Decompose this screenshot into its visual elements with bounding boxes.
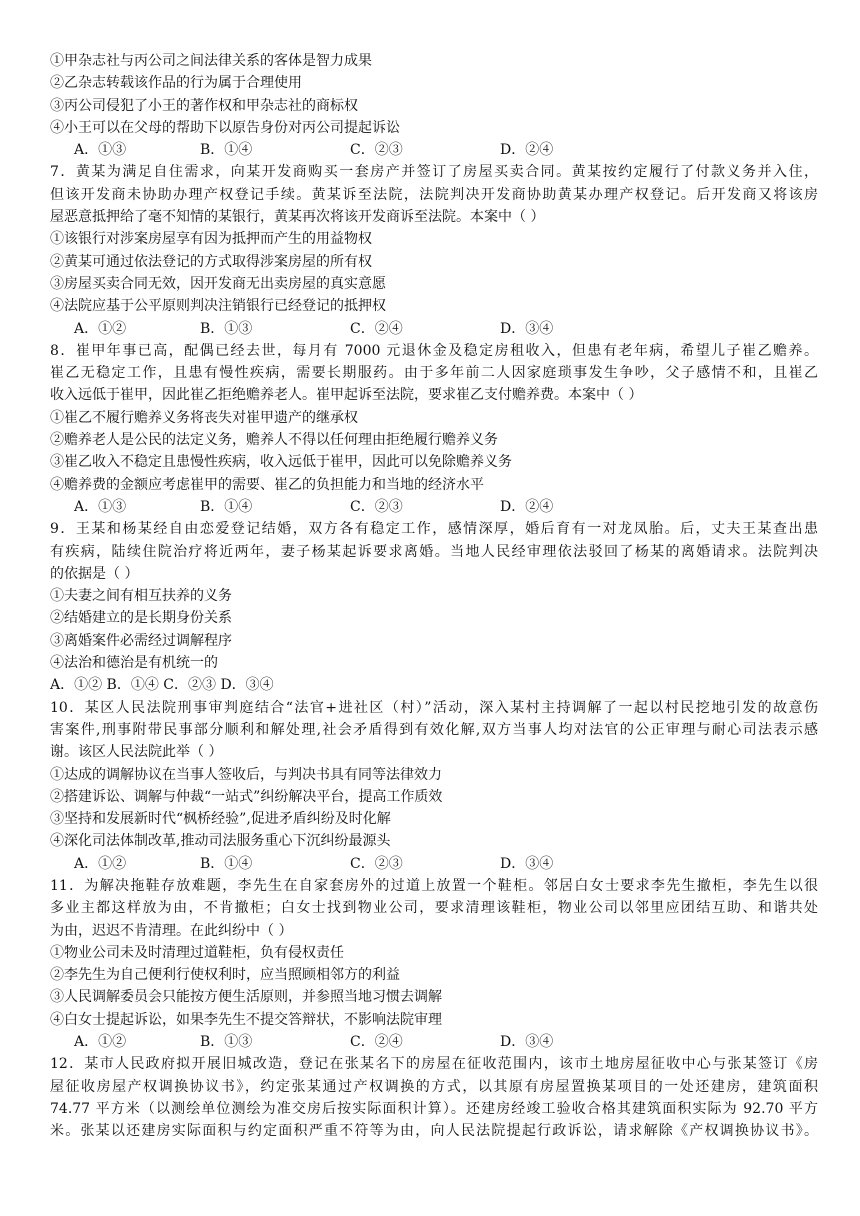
text-line: 8．崔甲年事已高，配偶已经去世，每月有 7000 元退休金及稳定房租收入，但患有老年病，希望儿子崔乙赡养。: [50, 342, 818, 359]
text-line: 为由，迟迟不肯清理。在此纠纷中（ ）: [50, 922, 293, 939]
text-line: ②乙杂志转载该作品的行为属于合理使用: [50, 75, 302, 92]
text-line: ④赡养费的金额应考虑崔甲的需要、崔乙的负担能力和当地的经济水平: [50, 476, 484, 493]
answer-option: B．①④: [200, 855, 253, 872]
text-line: 屋征收房屋产权调换协议书》，约定张某通过产权调换的方式，以其原有房屋置换某项目的一处还建房，建筑面积: [50, 1078, 818, 1095]
text-line: ①甲杂志社与丙公司之间法律关系的客体是智力成果: [50, 53, 372, 69]
answer-options: [50, 1031, 818, 1053]
text-line: ③离婚案件必需经过调解程序: [50, 632, 232, 649]
text-line: 7．黄某为满足自住需求，向某开发商购买一套房产并签订了房屋买卖合同。黄某按约定履行了付款义务并入住，: [50, 164, 818, 181]
answer-option: B．①③: [200, 320, 253, 337]
answer-option: A．①②: [74, 855, 127, 872]
text-line: 9．王某和杨某经自由恋爱登记结婚，双方各有稳定工作，感情深厚，婚后育有一对龙凤胎。后，丈夫王某查出患: [50, 521, 818, 538]
text-line: ②黄某可通过依法登记的方式取得涉案房屋的所有权: [50, 253, 372, 270]
answer-option: D．②④: [500, 142, 554, 159]
text-line: 74.77 平方米（以测绘单位测绘为准交房后按实际面积计算）。还建房经竣工验收合格其建筑面积实际为 92.70 平方: [50, 1100, 818, 1117]
text-line: 11．为解决拖鞋存放难题，李先生在自家套房外的过道上放置一个鞋柜。邻居白女士要求李先生撤柜，李先生以很: [50, 877, 818, 894]
answer-option: B．①④: [200, 142, 253, 159]
text-line: ③人民调解委员会只能按方便生活原则，并参照当地习惯去调解: [50, 989, 442, 1006]
answer-options: [50, 853, 818, 875]
text-line: 谢。该区人民法院此举（ ）: [50, 744, 223, 761]
text-line: ④法院应基于公平原则判决注销银行已经登记的抵押权: [50, 298, 386, 315]
text-line: 12．某市人民政府拟开展旧城改造，登记在张某名下的房屋在征收范围内，该市土地房屋征收中心与张某签订《房: [50, 1056, 818, 1073]
text-line: A．①② B．①④ C．②③ D．③④: [50, 677, 274, 694]
text-line: 崔乙无稳定工作，且患有慢性疾病，需要长期服药。由于多年前二人因家庭琐事发生争吵，父子感情不和，且崔乙: [50, 365, 818, 382]
text-line: 10．某区人民法院刑事审判庭结合“法官+进社区（村）”活动，深入某村主持调解了一起以村民挖地引发的故意伤: [50, 699, 818, 716]
answer-option: B．①④: [200, 498, 253, 515]
text-line: 但该开发商未协助办理产权登记手续。黄某诉至法院，法院判决开发商协助黄某办理产权登记。后开发商又将该房: [50, 186, 818, 203]
text-line: ①达成的调解协议在当事人签收后，与判决书具有同等法律效力: [50, 766, 442, 783]
text-line: ②赡养老人是公民的法定义务，赡养人不得以任何理由拒绝履行赡养义务: [50, 432, 498, 449]
text-line: ④深化司法体制改革,推动司法服务重心下沉纠纷最源头: [50, 833, 391, 850]
answer-options: [50, 139, 818, 161]
answer-option: A．①②: [74, 320, 127, 337]
answer-option: C．②④: [350, 320, 403, 337]
text-line: ①物业公司未及时清理过道鞋柜，负有侵权责任: [50, 944, 344, 961]
text-line: 收入远低于崔甲，因此崔乙拒绝赡养老人。崔甲起诉至法院，要求崔乙支付赡养费。本案中（ ）: [50, 387, 643, 404]
text-line: ②结婚建立的是长期身份关系: [50, 610, 232, 627]
text-line: ①夫妻之间有相互扶养的义务: [50, 588, 232, 605]
answer-option: C．②③: [350, 142, 403, 159]
answer-option: B．①③: [200, 1034, 253, 1051]
text-line: 的依据是（ ）: [50, 565, 139, 582]
answer-option: A．①③: [74, 142, 127, 159]
text-line: 屋恶意抵押给了毫不知情的某银行，黄某再次将该开发商诉至法院。本案中（ ）: [50, 209, 545, 226]
text-line: ②李先生为自己便利行使权利时，应当照顾相邻方的利益: [50, 967, 400, 984]
answer-options: [50, 496, 818, 518]
text-line: ③崔乙收入不稳定且患慢性疾病，收入远低于崔甲，因此可以免除赡养义务: [50, 454, 512, 471]
text-line: ①崔乙不履行赡养义务将丧失对崔甲遗产的继承权: [50, 409, 358, 426]
answer-option: D．②④: [500, 498, 554, 515]
answer-option: C．②④: [350, 1034, 403, 1051]
text-line: ④法治和德治是有机统一的: [50, 655, 218, 672]
text-line: ②搭建诉讼、调解与仲裁“一站式”纠纷解决平台，提高工作质效: [50, 788, 443, 805]
answer-option: D．③④: [500, 320, 554, 337]
text-line: ③丙公司侵犯了小王的著作权和甲杂志社的商标权: [50, 97, 358, 114]
text-line: ④白女士提起诉讼，如果李先生不提交答辩状，不影响法院审理: [50, 1011, 442, 1028]
answer-options: [50, 318, 818, 340]
answer-option: A．①②: [74, 1034, 127, 1051]
text-line: ③坚持和发展新时代“枫桥经验”,促进矛盾纠纷及时化解: [50, 811, 391, 828]
text-line: 害案件,刑事附带民事部分顺利和解处理,社会矛盾得到有效化解,双方当事人均对法官的公正审理与耐心司法表示感: [50, 721, 818, 738]
answer-option: D．③④: [500, 855, 554, 872]
answer-option: C．②③: [350, 855, 403, 872]
text-line: ④小王可以在父母的帮助下以原告身份对丙公司提起诉讼: [50, 119, 400, 136]
text-line: 有疾病，陆续住院治疗将近两年，妻子杨某起诉要求离婚。当地人民经审理依法驳回了杨某的离婚请求。法院判决: [50, 543, 818, 560]
text-line: 米。张某以还建房实际面积与约定面积严重不符等为由，向人民法院提起行政诉讼，请求解除《产权调换协议书》。: [50, 1123, 818, 1140]
answer-option: D．③④: [500, 1034, 554, 1051]
text-line: 多业主都这样放为由，不肯撤柜；白女士找到物业公司，要求清理该鞋柜，物业公司以邻里应团结互助、和谐共处: [50, 900, 818, 917]
text-line: ③房屋买卖合同无效，因开发商无出卖房屋的真实意愿: [50, 275, 386, 292]
answer-option: C．②③: [350, 498, 403, 515]
answer-option: A．①③: [74, 498, 127, 515]
text-line: ①该银行对涉案房屋享有因为抵押而产生的用益物权: [50, 231, 372, 248]
